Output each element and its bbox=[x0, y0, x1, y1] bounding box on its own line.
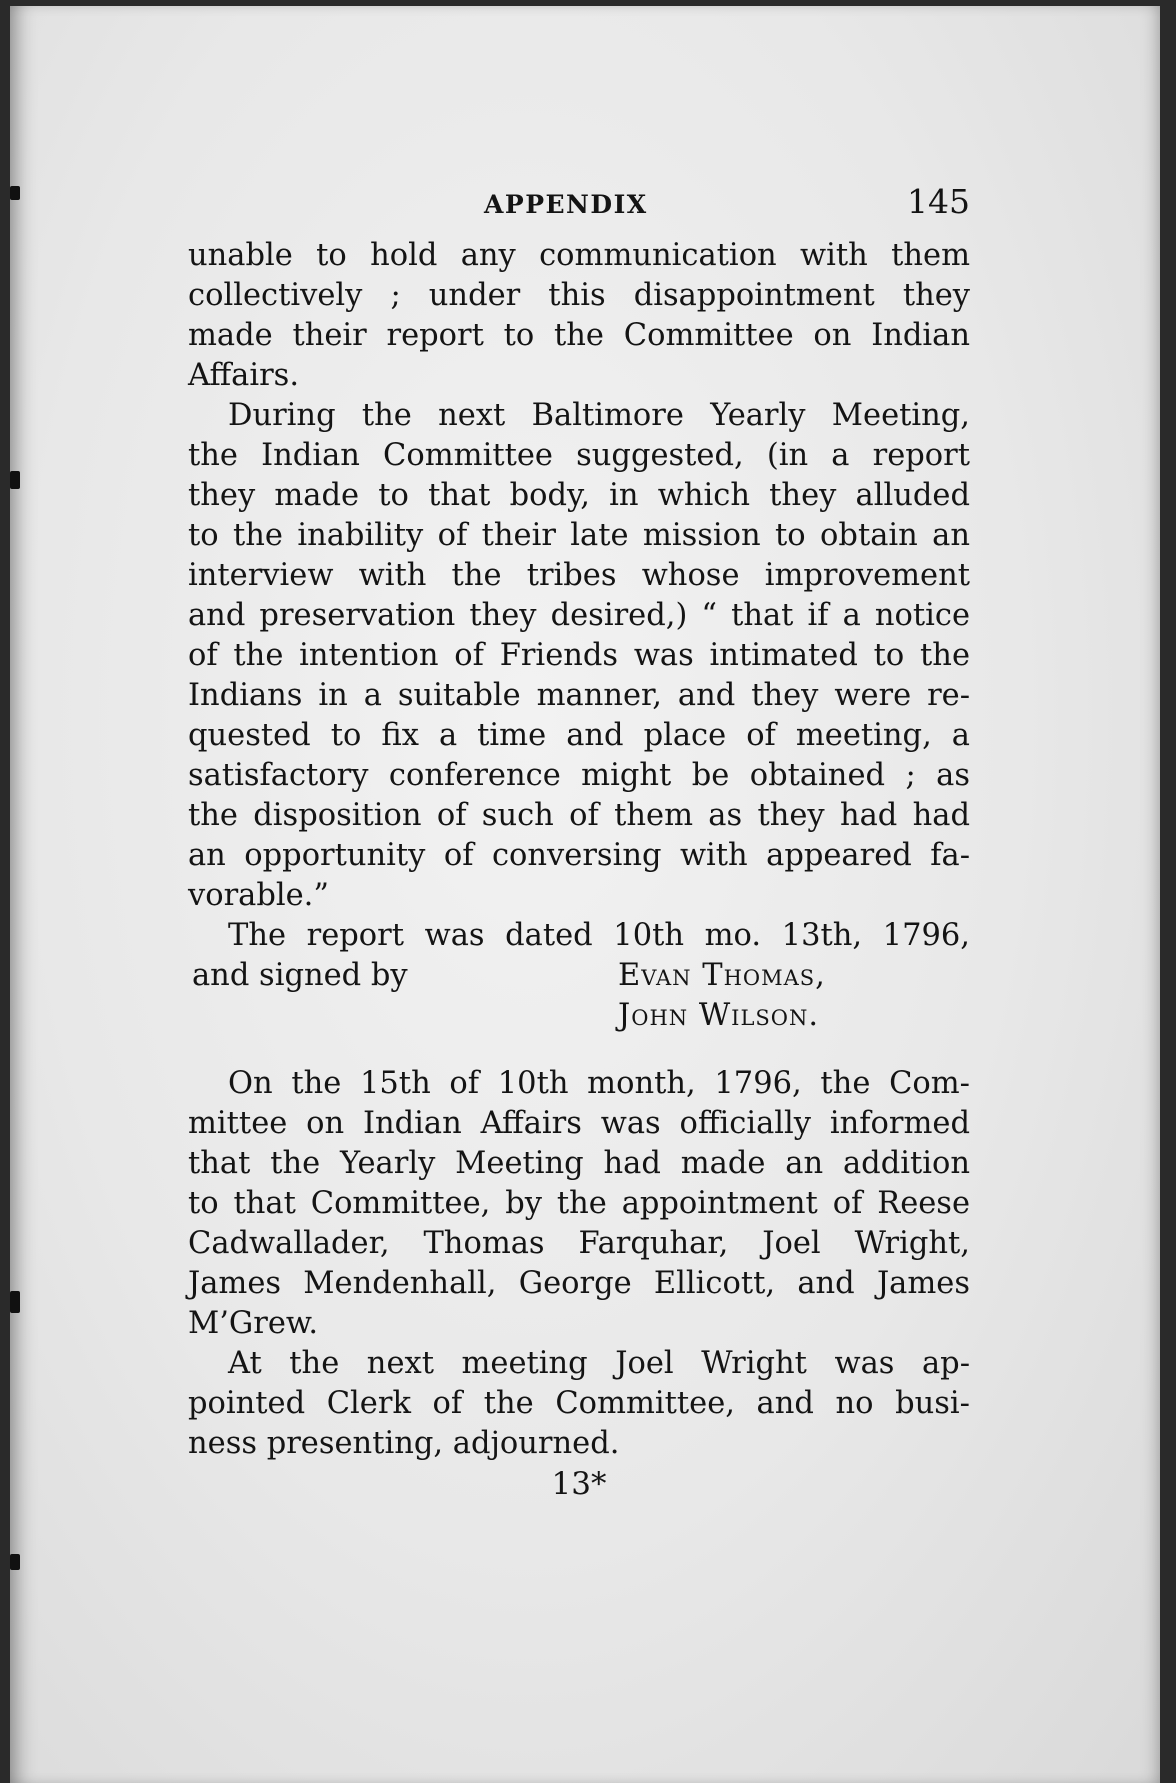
signatory-name: Evan Thomas, bbox=[618, 958, 826, 993]
text-line: M’Grew. bbox=[188, 1306, 319, 1341]
signature-mark: 13* bbox=[551, 1466, 607, 1502]
text-line: the Indian Committee suggested, (in a report bbox=[188, 438, 970, 473]
book-page bbox=[10, 6, 1160, 1783]
text-line: vorable.” bbox=[188, 878, 329, 913]
text-line: to the inability of their late mission to obtain an bbox=[188, 518, 970, 553]
text-line: At the next meeting Joel Wright was ap- bbox=[228, 1346, 970, 1381]
text-line: pointed Clerk of the Committee, and no busi- bbox=[188, 1386, 970, 1421]
paragraph bbox=[188, 236, 970, 396]
page-text bbox=[188, 176, 970, 1504]
signature-intro: and signed by bbox=[192, 958, 408, 993]
text-line: to that Committee, by the appointment of Reese bbox=[188, 1186, 970, 1221]
signature-row bbox=[188, 956, 970, 996]
signatory-name: John Wilson. bbox=[618, 998, 820, 1033]
text-line: the disposition of such of them as they had had bbox=[188, 798, 970, 833]
text-line: James Mendenhall, George Ellicott, and James bbox=[188, 1266, 970, 1301]
text-line: unable to hold any communication with them bbox=[188, 238, 970, 273]
text-line: Cadwallader, Thomas Farquhar, Joel Wright, bbox=[188, 1226, 970, 1261]
text-line: During the next Baltimore Yearly Meeting, bbox=[228, 398, 970, 433]
binding-mark bbox=[10, 471, 20, 489]
page-number: 145 bbox=[907, 182, 970, 221]
text-line: an opportunity of conversing with appeared fa- bbox=[188, 838, 970, 873]
text-line: and preservation they desired,) “ that if a notice bbox=[188, 598, 970, 633]
text-line: made their report to the Committee on Indian bbox=[188, 318, 970, 353]
binding-mark bbox=[10, 186, 20, 200]
signature-block bbox=[188, 956, 970, 1036]
signature-row bbox=[188, 996, 970, 1036]
text-line: ness presenting, adjourned. bbox=[188, 1426, 620, 1461]
text-line: collectively ; under this disappointment they bbox=[188, 278, 970, 313]
text-line: mittee on Indian Affairs was officially informed bbox=[188, 1106, 970, 1141]
text-line: that the Yearly Meeting had made an addition bbox=[188, 1146, 970, 1181]
binding-mark bbox=[10, 1291, 20, 1313]
text-line: of the intention of Friends was intimated to the bbox=[188, 638, 970, 673]
text-line: On the 15th of 10th month, 1796, the Com- bbox=[228, 1066, 970, 1101]
text-line: they made to that body, in which they alluded bbox=[188, 478, 970, 513]
page-header bbox=[188, 176, 970, 236]
paragraph bbox=[188, 396, 970, 916]
text-line: The report was dated 10th mo. 13th, 1796, bbox=[228, 918, 970, 953]
paragraph bbox=[188, 1344, 970, 1464]
text-line: Affairs. bbox=[188, 358, 300, 393]
text-line: interview with the tribes whose improvement bbox=[188, 558, 970, 593]
text-line: quested to fix a time and place of meeting, a bbox=[188, 718, 970, 753]
text-line: Indians in a suitable manner, and they were re- bbox=[188, 678, 970, 713]
paragraph bbox=[188, 916, 970, 956]
running-head: APPENDIX bbox=[484, 190, 648, 219]
text-line: satisfactory conference might be obtained ; as bbox=[188, 758, 970, 793]
spacer bbox=[188, 1036, 970, 1064]
paragraph bbox=[188, 1064, 970, 1344]
binding-mark bbox=[10, 1554, 20, 1570]
